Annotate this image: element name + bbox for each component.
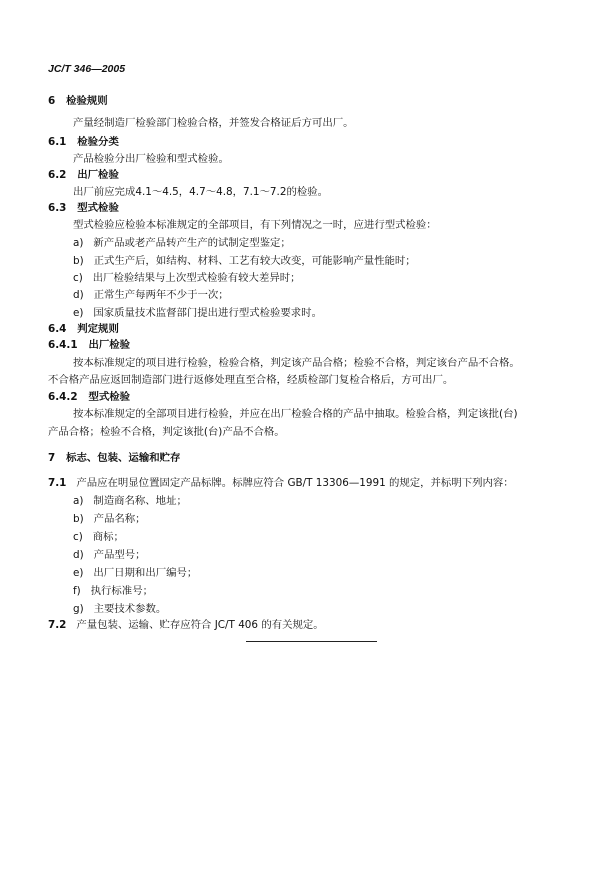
list-item-label: c) (73, 531, 83, 543)
section-6-2-heading (48, 168, 119, 182)
list-item-text: 产品名称； (93, 513, 146, 525)
section-6-3-heading (48, 201, 119, 215)
section-number: 7.1 (48, 477, 67, 489)
section-6-4-1-line2: 不合格产品应返回制造部门进行返修处理直至合格，经质检部门复检合格后，方可出厂。 (48, 374, 454, 386)
list-item (73, 602, 166, 616)
list-item-label: e) (73, 307, 84, 319)
section-number: 7 (48, 452, 56, 464)
list-item (73, 530, 124, 544)
section-title: 检验规则 (66, 95, 108, 107)
list-item (73, 254, 416, 268)
list-item-text: 国家质量技术监督部门提出进行型式检验要求时。 (93, 307, 322, 319)
list-item-label: a) (73, 237, 84, 249)
list-item-label: c) (73, 272, 83, 284)
list-item (73, 548, 146, 562)
list-item-text: 商标； (92, 531, 124, 543)
section-number: 6.2 (48, 169, 67, 181)
list-item-text: 出厂检验结果与上次型式检验有较大差异时； (92, 272, 301, 284)
list-item-text: 主要技术参数。 (93, 603, 167, 615)
section-6-intro: 产量经制造厂检验部门检验合格，并签发合格证后方可出厂。 (73, 117, 354, 129)
list-item (73, 288, 229, 302)
section-6-2-text: 出厂前应完成4.1～4.5，4.7～4.8，7.1～7.2的检验。 (73, 186, 329, 198)
section-number: 6.4 (48, 323, 67, 335)
list-item-text: 正常生产每两年不少于一次； (93, 289, 229, 301)
section-6-1-text: 产品检验分出厂检验和型式检验。 (73, 153, 229, 165)
list-item (73, 584, 153, 598)
list-item-text: 执行标准号； (90, 585, 153, 597)
section-6-4-1-line1: 按本标准规定的项目进行检验，检验合格，判定该产品合格；检验不合格，判定该台产品不合格。 (73, 357, 520, 369)
list-item-text: 正式生产后，如结构、材料、工艺有较大改变，可能影响产量性能时； (93, 255, 416, 267)
list-item (73, 566, 197, 580)
section-7-2-text (48, 618, 324, 632)
section-6-heading (48, 94, 108, 108)
section-number: 6.4.2 (48, 391, 78, 403)
list-item-label: b) (73, 513, 84, 525)
section-title: 出厂检验 (88, 339, 131, 351)
section-6-4-2-line2: 产品合格；检验不合格，判定该批(台)产品不合格。 (48, 426, 285, 438)
section-number: 7.2 (48, 619, 67, 631)
list-item-label: d) (73, 549, 84, 561)
list-item-label: a) (73, 495, 84, 507)
section-body: 产量包装、运输、贮存应符合 JC/T 406 的有关规定。 (76, 619, 324, 631)
section-6-4-2-heading (48, 390, 130, 404)
list-item-text: 新产品或老产品转产生产的试制定型鉴定； (93, 237, 291, 249)
list-item-text: 出厂日期和出厂编号； (93, 567, 198, 579)
list-item-label: g) (73, 603, 84, 615)
section-number: 6.3 (48, 202, 67, 214)
section-6-1-heading (48, 135, 119, 149)
list-item (73, 306, 322, 320)
list-item-label: f) (73, 585, 81, 597)
section-number: 6 (48, 95, 56, 107)
section-title: 标志、包装、运输和贮存 (66, 452, 181, 464)
list-item-label: b) (73, 255, 84, 267)
section-title: 型式检验 (88, 391, 131, 403)
list-item-text: 产品型号； (93, 549, 146, 561)
section-6-4-1-heading (48, 338, 130, 352)
section-7-1-text (48, 476, 514, 490)
section-number: 6.4.1 (48, 339, 78, 351)
section-title: 型式检验 (77, 202, 119, 214)
section-number: 6.1 (48, 136, 67, 148)
section-7-heading (48, 451, 180, 465)
section-6-4-heading (48, 322, 119, 336)
section-6-4-2-line1: 按本标准规定的全部项目进行检验，并应在出厂检验合格的产品中抽取。检验合格，判定该批(台) (73, 408, 518, 420)
list-item (73, 236, 291, 250)
end-of-document-rule (246, 641, 377, 642)
section-title: 出厂检验 (77, 169, 119, 181)
section-title: 判定规则 (77, 323, 119, 335)
section-6-3-text: 型式检验应检验本标准规定的全部项目，有下列情况之一时，应进行型式检验： (73, 219, 437, 231)
section-title: 检验分类 (77, 136, 119, 148)
list-item-label: d) (73, 289, 84, 301)
list-item-text: 制造商名称、地址； (93, 495, 187, 507)
list-item (73, 271, 301, 285)
list-item (73, 512, 146, 526)
list-item (73, 494, 187, 508)
standard-code: JC/T 346—2005 (48, 63, 126, 75)
section-body: 产品应在明显位置固定产品标牌。标牌应符合 GB/T 13306—1991 的规定，并标明下列内容： (76, 477, 514, 489)
list-item-label: e) (73, 567, 84, 579)
